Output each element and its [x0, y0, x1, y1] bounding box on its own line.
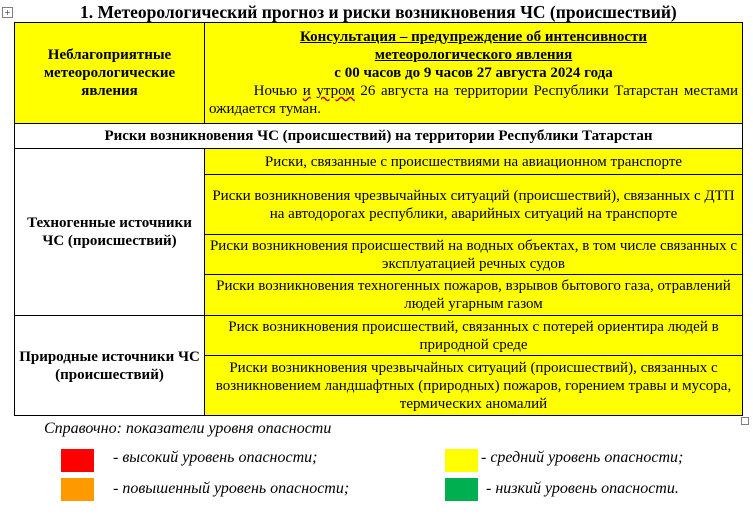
risk-row: Риски возникновения происшествий на водных объектах, в том числе связанных с эксплуатацией речных судов — [205, 235, 743, 275]
consultation-heading-2: метеорологического явления — [374, 47, 573, 63]
consultation-text-wavy1: и — [302, 83, 311, 99]
consultation-text — [209, 82, 738, 118]
legend-label-medium: - средний уровень опасности; — [481, 449, 684, 466]
consultation-date: с 00 часов до 9 часов 27 августа 2024 года — [334, 65, 613, 81]
consultation-text-part3: 26 августа на территории Республики Татарстан местами ожидается туман. — [209, 83, 739, 117]
legend-swatch-high — [61, 449, 94, 472]
consultation-text-part1: Ночью — [253, 83, 303, 99]
risk-row: Риск возникновения происшествий, связанных с потерей ориентира людей в природной среде — [205, 316, 743, 356]
consultation-heading-1: Консультация – предупреждение об интенсивности — [300, 29, 647, 45]
risks-title-row: Риски возникновения ЧС (происшествий) на территории Республики Татарстан — [15, 124, 743, 149]
table-move-handle[interactable]: + — [2, 7, 13, 18]
legend-label-low: - низкий уровень опасности. — [486, 480, 679, 497]
weather-risk-table — [14, 22, 743, 416]
natural-group-label: Природные источники ЧС (происшествий) — [15, 316, 205, 416]
page-title: 1. Метеорологический прогноз и риски возникновения ЧС (происшествий) — [80, 2, 677, 22]
risk-row: Риски возникновения техногенных пожаров, взрывов бытового газа, отравлений людей угарным газом — [205, 275, 743, 316]
technogenic-group-label: Техногенные источники ЧС (происшествий) — [15, 149, 205, 316]
risk-row: Риски, связанные с происшествиями на авиационном транспорте — [205, 149, 743, 175]
legend-swatch-low — [445, 478, 478, 501]
adverse-phenomena-header: Неблагоприятные метеорологические явления — [15, 23, 205, 124]
consultation-text-wavy2: утром — [316, 83, 355, 99]
legend-title: Справочно: показатели уровня опасности — [44, 420, 332, 437]
risk-row: Риски возникновения чрезвычайных ситуаций (происшествий), связанных с ДТП на автодорогах республики, аварийных ситуаций на транспорте — [205, 175, 743, 235]
legend-swatch-medium — [445, 449, 478, 472]
consultation-cell — [205, 23, 743, 124]
legend-label-elevated: - повышенный уровень опасности; — [113, 480, 350, 497]
table-resize-handle[interactable] — [741, 417, 749, 425]
legend-label-high: - высокий уровень опасности; — [113, 449, 318, 466]
legend-swatch-elevated — [61, 478, 94, 501]
risk-row: Риски возникновения чрезвычайных ситуаций (происшествий), связанных с возникновением ландшафтных (природных) пожаров, горением травы и мусора, термических аномалий — [205, 356, 743, 416]
